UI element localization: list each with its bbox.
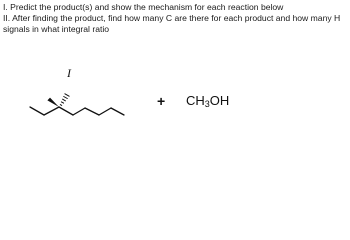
instruction-line-1: I. Predict the product(s) and show the mechanism for each reaction below [3, 2, 284, 12]
bond-c2-c3 [44, 107, 59, 115]
instruction-line-3: signals in what integral ratio [3, 24, 110, 34]
bond-c6-c7 [99, 108, 111, 115]
bond-c3-c4 [59, 107, 73, 115]
plus-sign: + [157, 93, 166, 109]
reagent-prefix: CH [186, 93, 205, 108]
bond-c4-c5 [73, 108, 85, 115]
hashed-bond-iodine [60, 94, 69, 106]
alkyl-iodide-structure [27, 64, 142, 122]
question-instructions [3, 2, 347, 35]
iodine-label: I [67, 66, 71, 80]
bond-c7-c8 [111, 108, 124, 115]
reagent-subscript: 3 [204, 99, 210, 109]
bond-c1-c2 [30, 107, 44, 115]
bond-c5-c6 [85, 108, 99, 115]
wedge-bond-methyl [47, 98, 59, 107]
reagent-suffix: OH [209, 93, 230, 108]
skeletal-bonds [30, 107, 124, 115]
instruction-line-2: II. After finding the product, find how many C are there for each product and how many H [3, 13, 341, 23]
methanol-reagent [186, 93, 229, 109]
